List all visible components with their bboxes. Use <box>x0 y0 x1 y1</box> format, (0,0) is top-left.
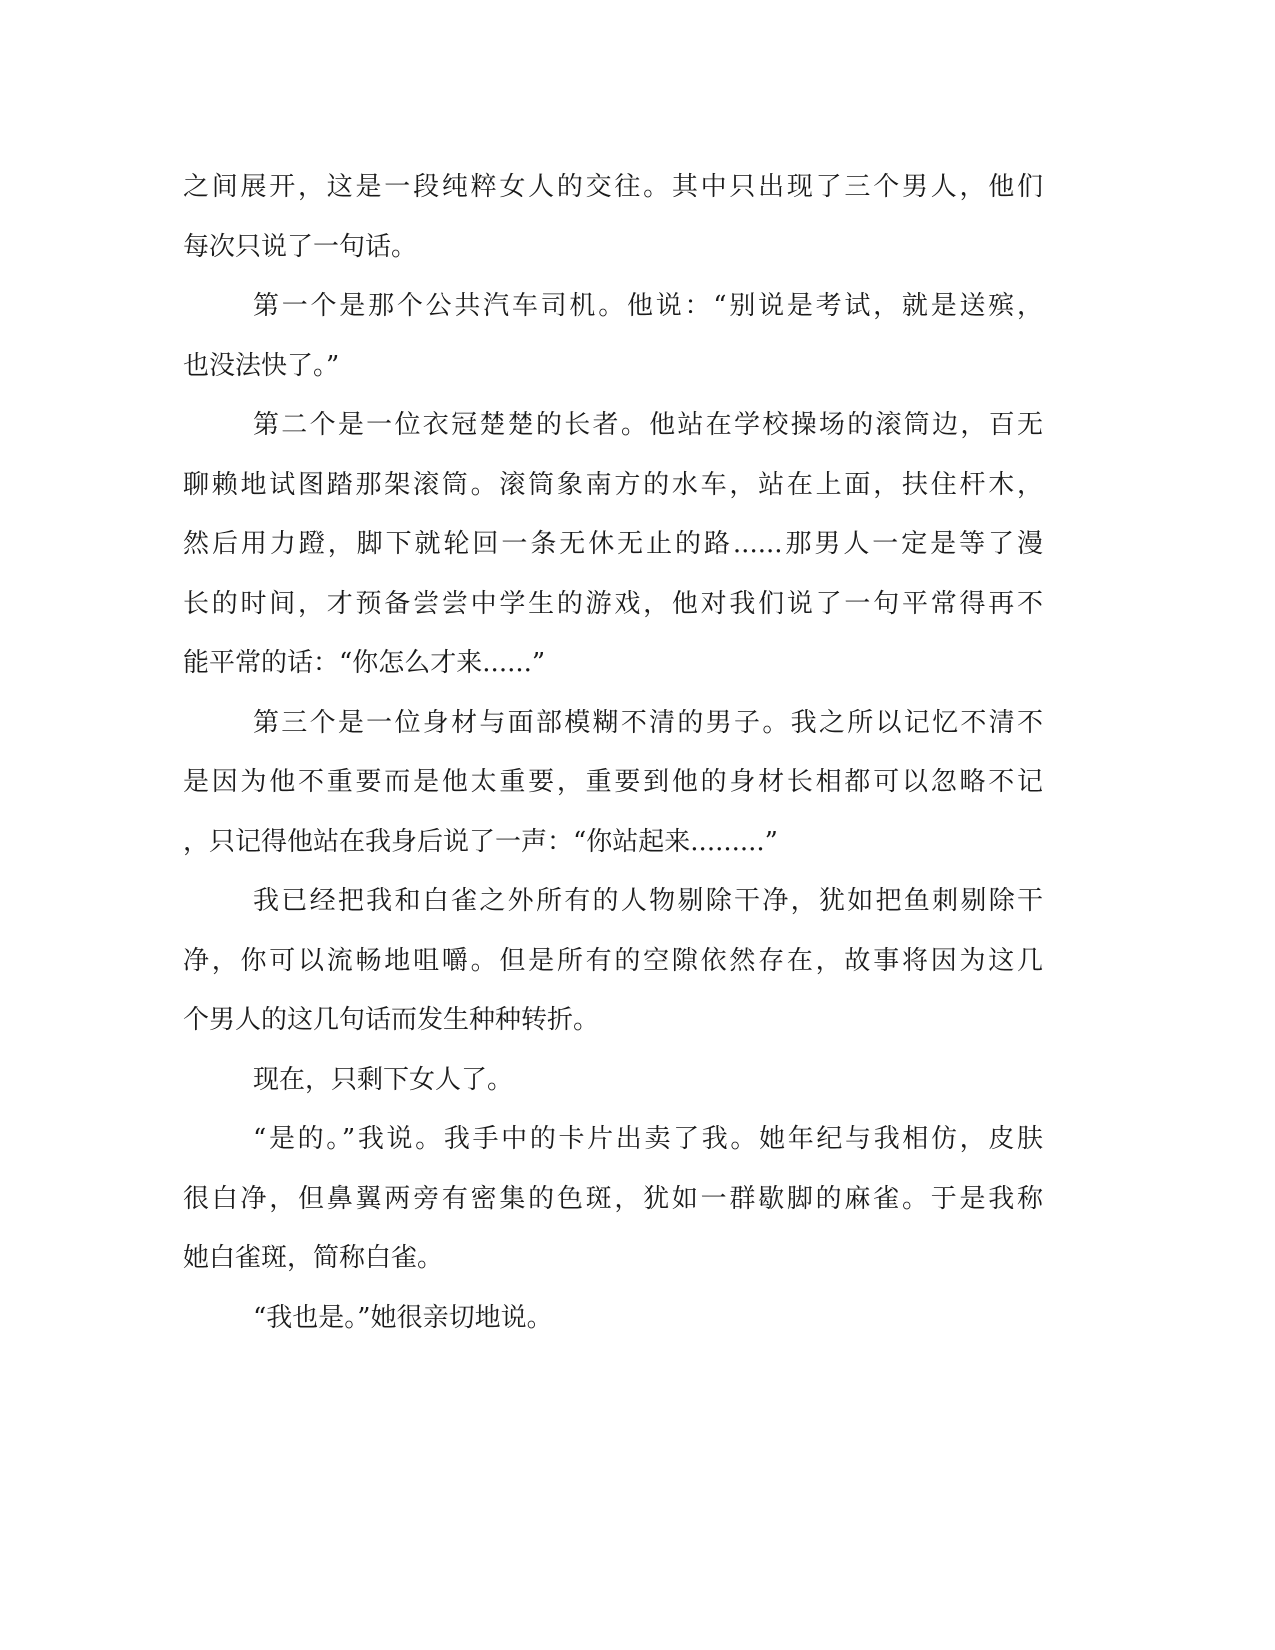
text-line: 我已经把我和白雀之外所有的人物剔除干净，犹如把鱼刺剔除干 <box>253 886 1043 916</box>
text-line: 能平常的话：“你怎么才来......” <box>183 648 546 678</box>
text-line: 也没法快了。” <box>183 350 340 381</box>
text-line: 每次只说了一句话。 <box>183 231 418 262</box>
text-line: 长的时间，才预备尝尝中学生的游戏，他对我们说了一句平常得再不 <box>183 588 1043 619</box>
text-line: 很白净，但鼻翼两旁有密集的色斑，犹如一群歇脚的麻雀。于是我称 <box>183 1183 1043 1214</box>
text-line: 第三个是一位身材与面部模糊不清的男子。我之所以记忆不清不 <box>253 707 1043 738</box>
text-line: 第一个是那个公共汽车司机。他说：“别说是考试，就是送殡， <box>253 291 1043 321</box>
text-line: 聊赖地试图踏那架滚筒。滚筒象南方的水车，站在上面，扶住杆木， <box>183 469 1043 500</box>
text-line: 第二个是一位衣冠楚楚的长者。他站在学校操场的滚筒边，百无 <box>253 410 1043 440</box>
text-line: 之间展开，这是一段纯粹女人的交往。其中只出现了三个男人，他们 <box>183 172 1043 202</box>
text-line: “我也是。”她很亲切地说。 <box>253 1302 553 1333</box>
text-line: 现在，只剩下女人了。 <box>253 1064 514 1095</box>
text-line: 是因为他不重要而是他太重要，重要到他的身材长相都可以忽略不记 <box>183 767 1043 797</box>
text-line: 然后用力蹬，脚下就轮回一条无休无止的路......那男人一定是等了漫 <box>183 529 1043 559</box>
text-line: 她白雀斑，简称白雀。 <box>183 1243 444 1273</box>
text-line: “是的。”我说。我手中的卡片出卖了我。她年纪与我相仿，皮肤 <box>253 1124 1043 1154</box>
text-line: 个男人的这几句话而发生种种转折。 <box>183 1005 600 1035</box>
text-line: ，只记得他站在我身后说了一声：“你站起来.........” <box>183 826 778 857</box>
document-body <box>183 158 1043 1348</box>
text-line: 净，你可以流畅地咀嚼。但是所有的空隙依然存在，故事将因为这几 <box>183 945 1043 976</box>
